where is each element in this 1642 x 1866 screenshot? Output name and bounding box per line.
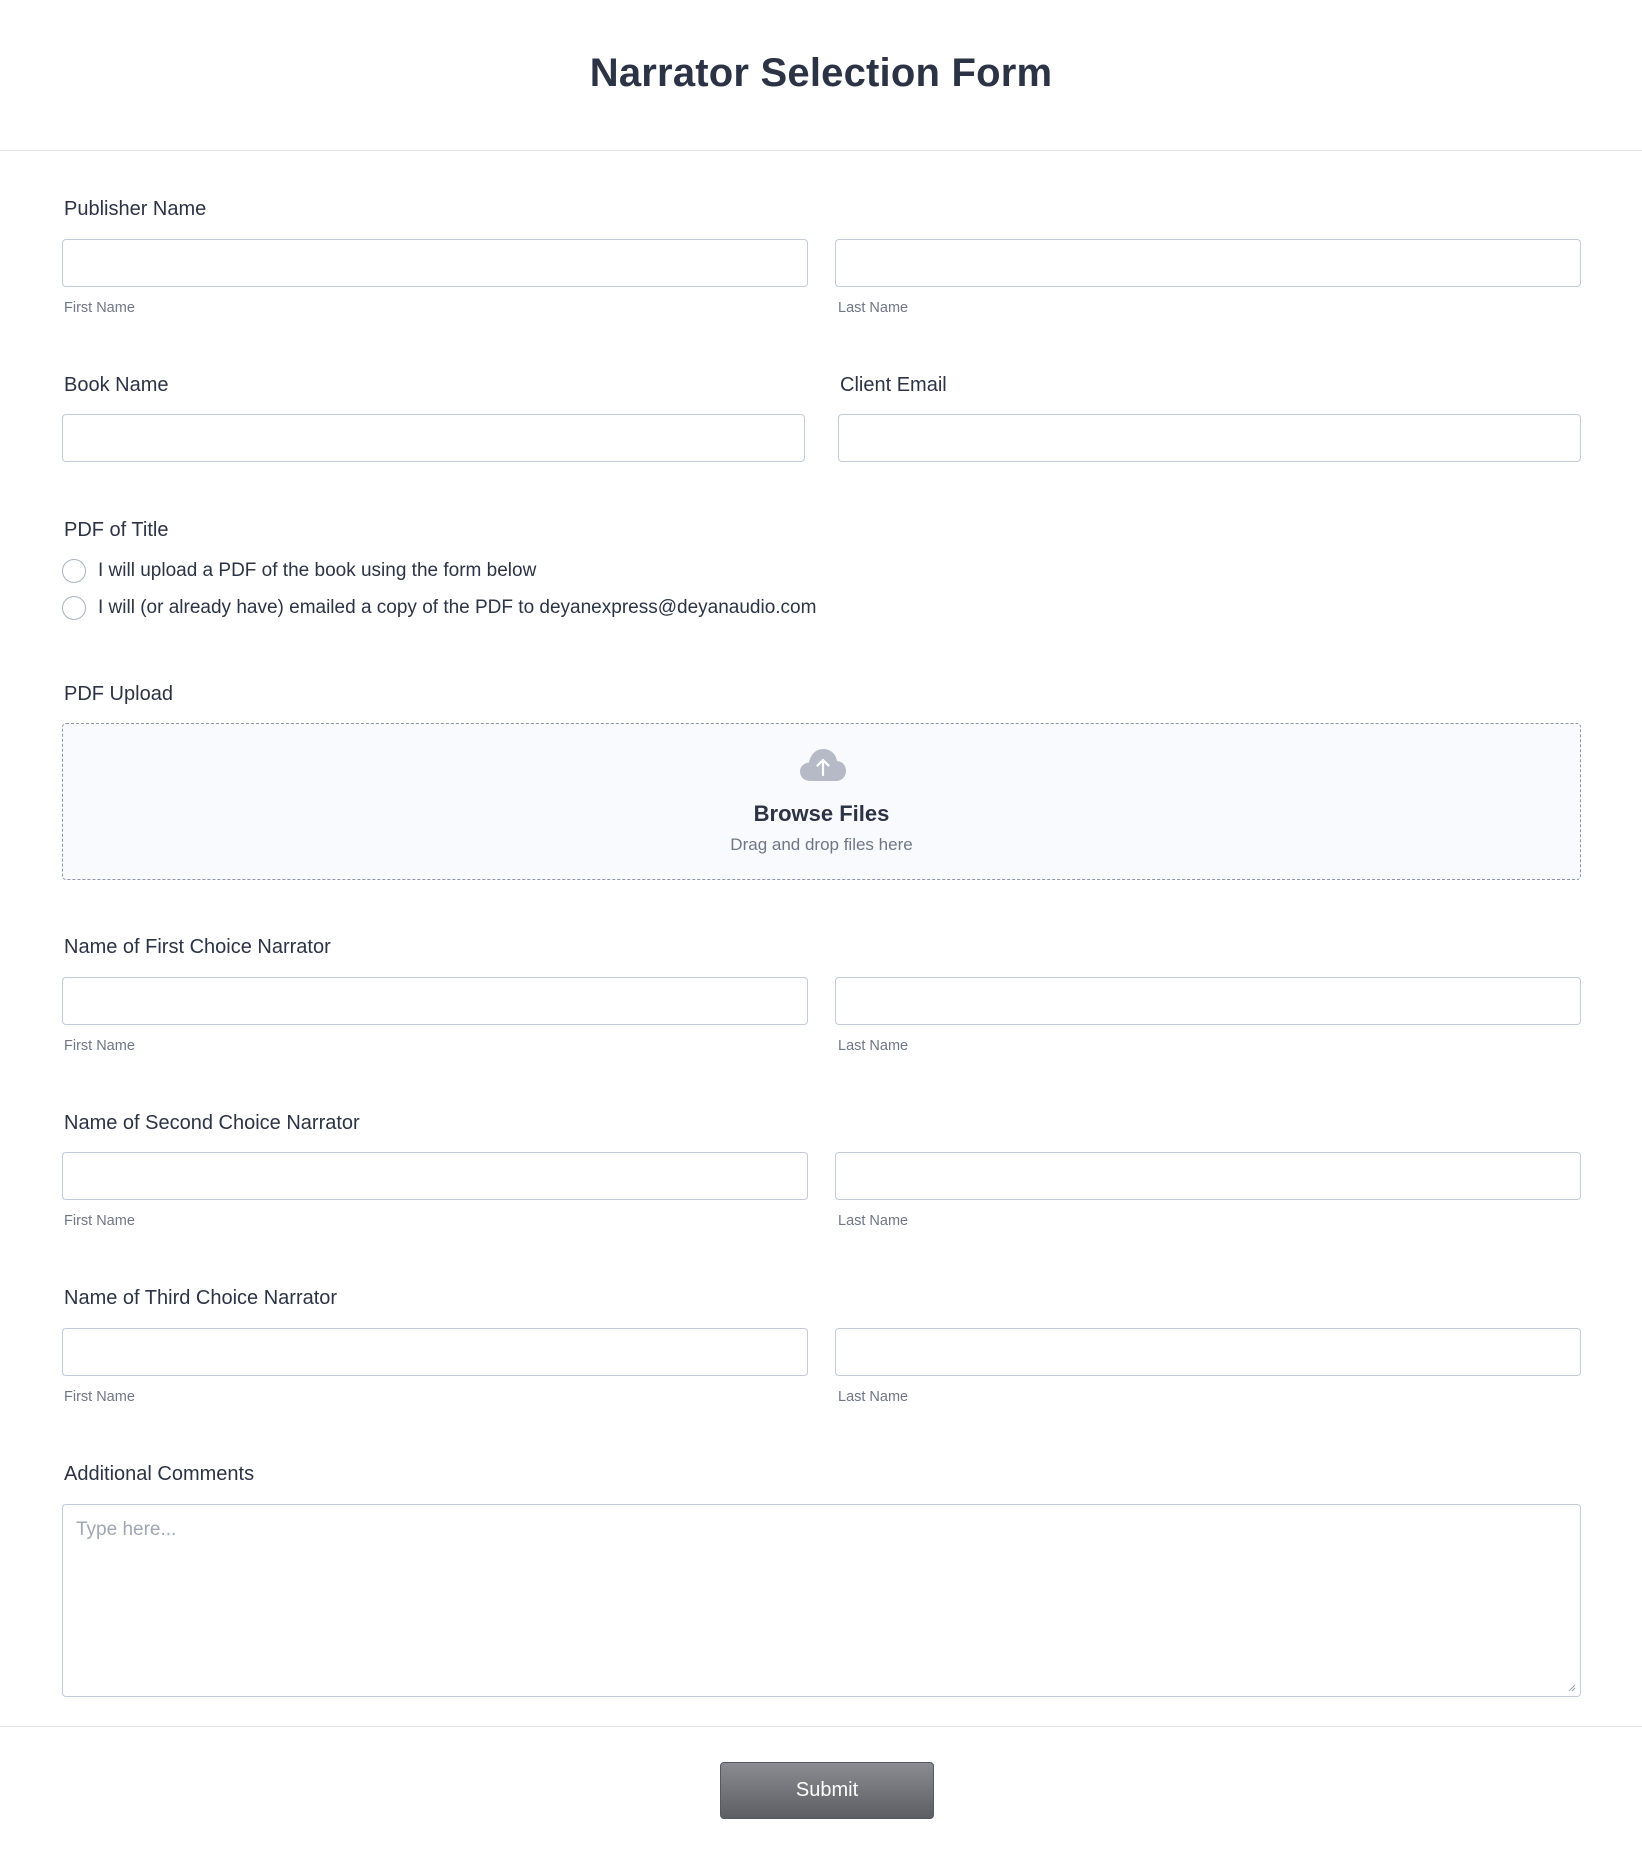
footer-divider bbox=[0, 1726, 1642, 1727]
second-narrator-first-name-sublabel: First Name bbox=[64, 1213, 135, 1229]
publisher-last-name-input[interactable] bbox=[835, 239, 1581, 287]
submit-button[interactable]: Submit bbox=[720, 1762, 934, 1819]
drag-drop-hint: Drag and drop files here bbox=[730, 835, 913, 854]
second-narrator-last-name-sublabel: Last Name bbox=[838, 1213, 909, 1229]
file-upload-dropzone[interactable] bbox=[62, 723, 1581, 880]
second-narrator-first-name-input[interactable] bbox=[62, 1152, 808, 1200]
pdf-option-email[interactable] bbox=[62, 596, 816, 620]
book-name-label: Book Name bbox=[64, 374, 169, 396]
resize-handle-icon[interactable] bbox=[1566, 1682, 1576, 1692]
publisher-last-name-sublabel: Last Name bbox=[838, 300, 909, 316]
third-narrator-label: Name of Third Choice Narrator bbox=[64, 1287, 338, 1309]
form-title: Narrator Selection Form bbox=[589, 50, 1053, 95]
second-narrator-label: Name of Second Choice Narrator bbox=[64, 1112, 360, 1134]
second-narrator-last-name-input[interactable] bbox=[835, 1152, 1581, 1200]
publisher-name-label: Publisher Name bbox=[64, 198, 207, 220]
third-narrator-last-name-input[interactable] bbox=[835, 1328, 1581, 1376]
textarea-placeholder: Type here... bbox=[76, 1519, 177, 1540]
first-narrator-last-name-sublabel: Last Name bbox=[838, 1038, 909, 1054]
third-narrator-last-name-sublabel: Last Name bbox=[838, 1389, 909, 1405]
additional-comments-textarea[interactable] bbox=[62, 1504, 1581, 1697]
client-email-label: Client Email bbox=[840, 374, 947, 396]
browse-files-button[interactable]: Browse Files bbox=[753, 801, 890, 826]
third-narrator-first-name-sublabel: First Name bbox=[64, 1389, 135, 1405]
pdf-of-title-label: PDF of Title bbox=[64, 519, 169, 541]
first-narrator-first-name-sublabel: First Name bbox=[64, 1038, 135, 1054]
radio-label: I will (or already have) emailed a copy of the PDF to deyanexpress@deyanaudio.com bbox=[98, 597, 817, 618]
publisher-first-name-sublabel: First Name bbox=[64, 300, 135, 316]
client-email-input[interactable] bbox=[838, 414, 1581, 462]
first-narrator-label: Name of First Choice Narrator bbox=[64, 936, 331, 958]
first-narrator-first-name-input[interactable] bbox=[62, 977, 808, 1025]
additional-comments-label: Additional Comments bbox=[64, 1463, 255, 1485]
third-narrator-first-name-input[interactable] bbox=[62, 1328, 808, 1376]
publisher-first-name-input[interactable] bbox=[62, 239, 808, 287]
pdf-upload-label: PDF Upload bbox=[64, 683, 173, 705]
form-header bbox=[0, 0, 1642, 151]
book-name-input[interactable] bbox=[62, 414, 805, 462]
radio-button[interactable] bbox=[62, 596, 86, 620]
radio-button[interactable] bbox=[62, 559, 86, 583]
first-narrator-last-name-input[interactable] bbox=[835, 977, 1581, 1025]
radio-label: I will upload a PDF of the book using the form below bbox=[98, 560, 537, 581]
pdf-option-upload[interactable] bbox=[62, 559, 536, 583]
cloud-upload-icon bbox=[799, 748, 847, 782]
